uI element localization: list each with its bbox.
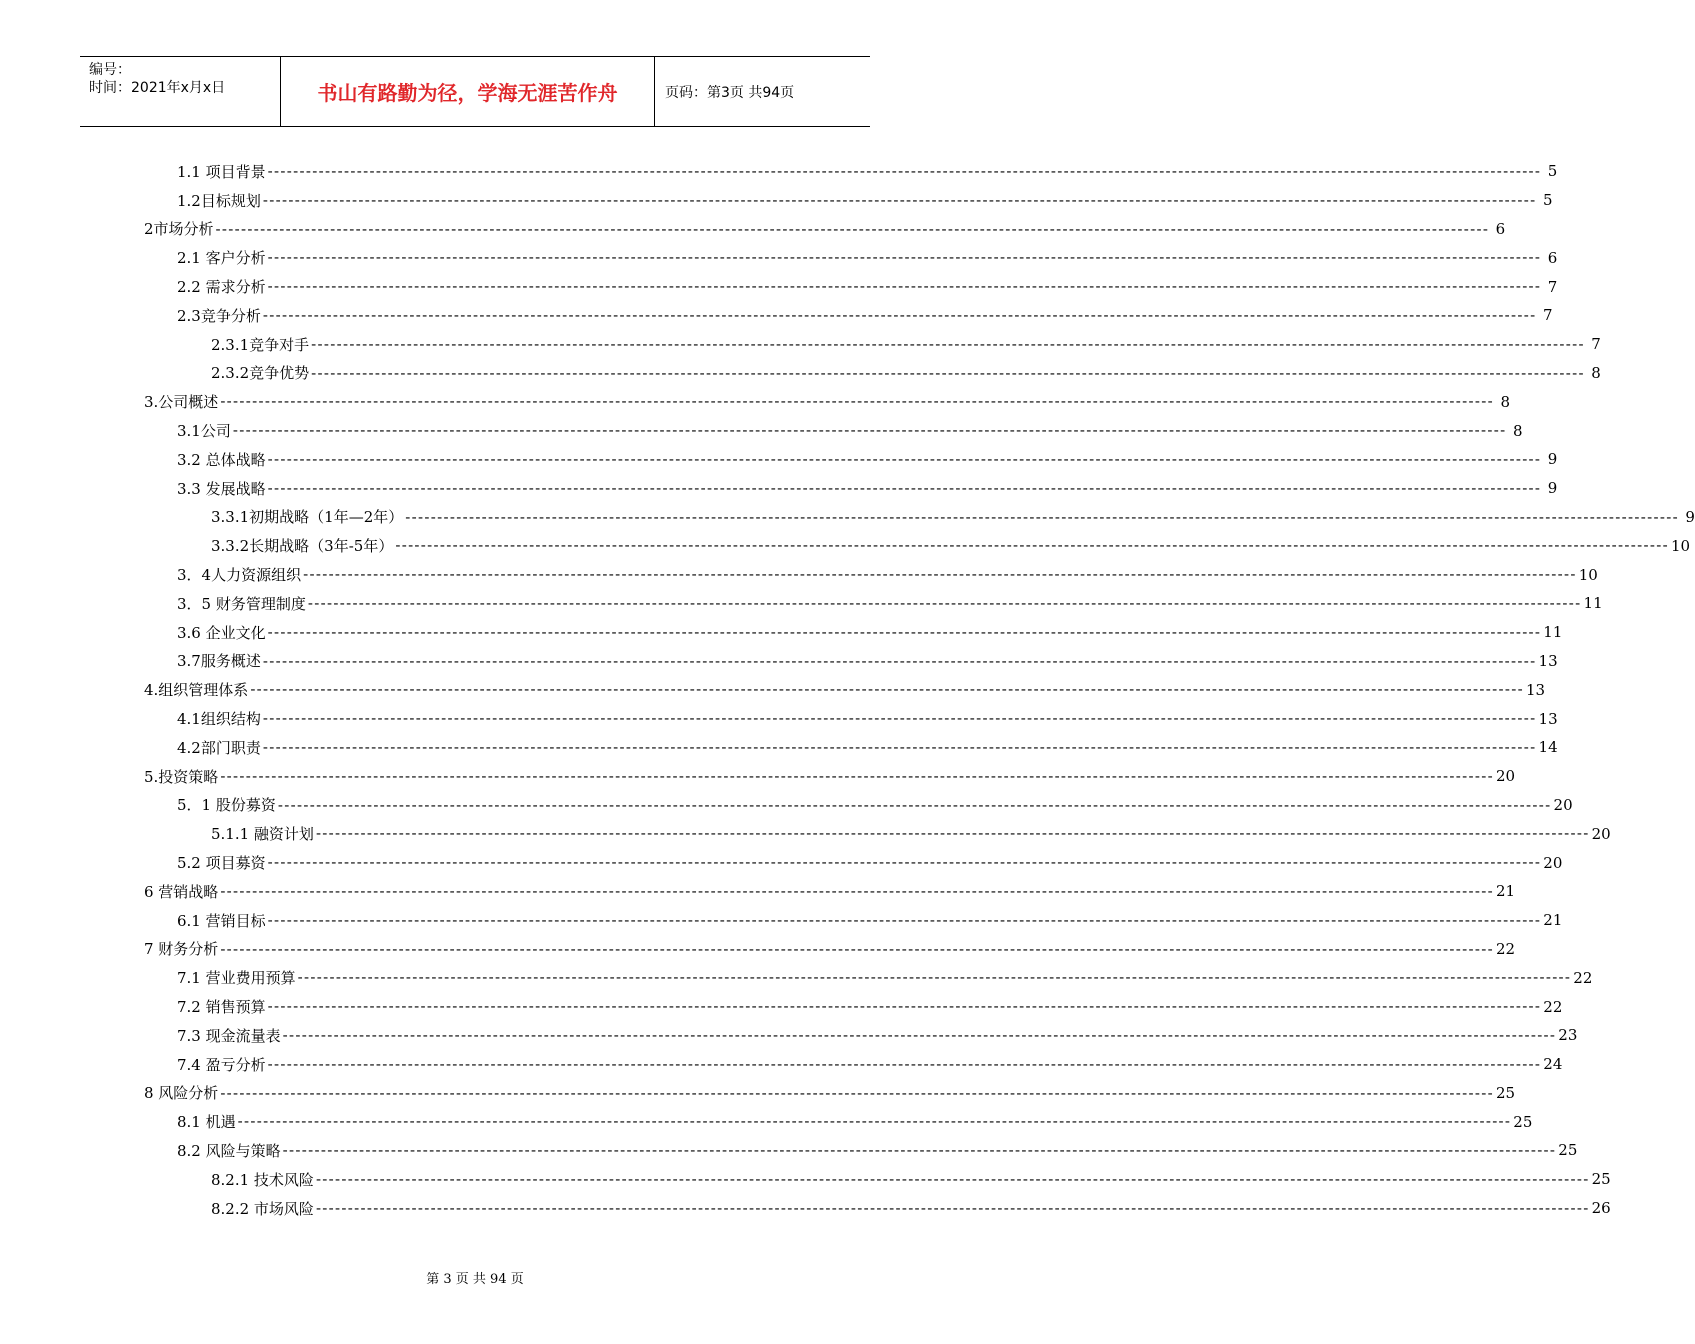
toc-leader-dashes: -------------------------------------------------------------------------------------------------------------------------------------------------------------------------------------------------------- (315, 824, 1590, 843)
toc-entry[interactable] (0, 992, 1563, 1021)
toc-entry-label: 4.1组织结构 (177, 710, 261, 729)
toc-leader-dashes: -------------------------------------------------------------------------------------------------------------------------------------------------------------------------------------------------------- (267, 910, 1542, 929)
toc-entry[interactable] (0, 1107, 1533, 1136)
toc-entry[interactable] (0, 819, 1611, 848)
toc-leader-dashes: -------------------------------------------------------------------------------------------------------------------------------------------------------------------------------------------------------- (282, 1141, 1557, 1160)
toc-entry-label: 7.2 销售预算 (177, 998, 266, 1016)
toc-entry[interactable] (0, 330, 1601, 359)
toc-entry[interactable] (0, 589, 1603, 618)
toc-entry-page-number: 22 (1543, 997, 1563, 1016)
toc-leader-dashes: -------------------------------------------------------------------------------------------------------------------------------------------------------------------------------------------------------- (220, 392, 1494, 411)
toc-entry[interactable] (0, 733, 1558, 762)
toc-entry-page-number: 11 (1583, 594, 1603, 613)
toc-entry[interactable] (0, 1021, 1578, 1050)
toc-entry[interactable] (0, 1194, 1611, 1223)
toc-leader-dashes: -------------------------------------------------------------------------------------------------------------------------------------------------------------------------------------------------------- (262, 190, 1537, 209)
toc-entry[interactable] (0, 560, 1598, 589)
toc-entry-page-number: 23 (1558, 1026, 1578, 1045)
toc-leader-dashes: -------------------------------------------------------------------------------------------------------------------------------------------------------------------------------------------------------- (215, 219, 1490, 238)
toc-entry[interactable] (0, 762, 1516, 791)
header-page-info: 页码：第3页 共94页 (665, 84, 795, 101)
toc-entry-label: 4.2部门职责 (177, 738, 261, 757)
toc-entry-label: 2.1 客户分析 (177, 249, 266, 268)
toc-entry-label: 2.3.2竞争优势 (211, 364, 310, 383)
toc-entry-page-number: 22 (1573, 968, 1593, 987)
toc-leader-dashes: -------------------------------------------------------------------------------------------------------------------------------------------------------------------------------------------------------- (267, 248, 1542, 267)
toc-entry-label: 7.1 营业费用预算 (177, 969, 296, 988)
toc-entry[interactable] (0, 791, 1573, 820)
toc-entry-label: 5.2 项目募资 (177, 854, 266, 873)
toc-entry-page-number: 8 (1500, 392, 1510, 411)
toc-entry-label: 7.3 现金流量表 (177, 1026, 281, 1045)
toc-entry-page-number: 9 (1685, 507, 1695, 526)
toc-leader-dashes: -------------------------------------------------------------------------------------------------------------------------------------------------------------------------------------------------------- (405, 507, 1679, 526)
toc-leader-dashes: -------------------------------------------------------------------------------------------------------------------------------------------------------------------------------------------------------- (220, 1083, 1494, 1102)
toc-entry-page-number: 11 (1543, 623, 1563, 642)
toc-leader-dashes: -------------------------------------------------------------------------------------------------------------------------------------------------------------------------------------------------------- (315, 1169, 1590, 1188)
toc-entry-label: 5．1 股份募资 (177, 796, 276, 815)
toc-entry-label: 2.3竞争分析 (177, 306, 261, 325)
toc-entry-page-number: 7 (1542, 306, 1553, 325)
toc-entry-label: 3.3 发展战略 (177, 479, 266, 498)
toc-entry-page-number: 5 (1547, 162, 1558, 181)
toc-entry-page-number: 20 (1495, 767, 1516, 786)
toc-entry[interactable] (0, 531, 1691, 560)
toc-entry-page-number: 13 (1525, 680, 1546, 699)
toc-entry-label: 6.1 营销目标 (177, 911, 266, 930)
toc-entry-label: 7.4 盈亏分析 (177, 1055, 266, 1074)
toc-leader-dashes: -------------------------------------------------------------------------------------------------------------------------------------------------------------------------------------------------------- (277, 795, 1552, 814)
toc-entry-label: 3.公司概述 (144, 393, 219, 412)
toc-leader-dashes: -------------------------------------------------------------------------------------------------------------------------------------------------------------------------------------------------------- (267, 478, 1542, 497)
toc-entry-page-number: 25 (1495, 1083, 1516, 1102)
toc-entry-page-number: 6 (1495, 219, 1506, 238)
toc-leader-dashes: -------------------------------------------------------------------------------------------------------------------------------------------------------------------------------------------------------- (315, 1198, 1590, 1217)
toc-entry-label: 4.组织管理体系 (144, 681, 249, 700)
toc-entry-label: 3.7服务概述 (177, 652, 261, 671)
toc-entry-page-number: 10 (1671, 536, 1691, 555)
toc-entry-label: 8.1 机遇 (177, 1113, 236, 1132)
toc-entry[interactable] (0, 1136, 1578, 1165)
toc-entry-label: 5.投资策略 (144, 767, 219, 786)
toc-entry[interactable] (0, 359, 1601, 388)
toc-entry-page-number: 9 (1547, 479, 1558, 498)
toc-entry-label: 3．4人力资源组织 (177, 566, 302, 585)
toc-entry-page-number: 8 (1591, 363, 1601, 382)
toc-entry-page-number: 6 (1547, 248, 1558, 267)
toc-leader-dashes: -------------------------------------------------------------------------------------------------------------------------------------------------------------------------------------------------------- (220, 939, 1494, 958)
toc-entry-page-number: 8 (1512, 421, 1523, 440)
toc-leader-dashes: -------------------------------------------------------------------------------------------------------------------------------------------------------------------------------------------------------- (220, 766, 1494, 785)
toc-entry-label: 2.3.1竞争对手 (211, 335, 310, 354)
toc-entry-page-number: 10 (1578, 565, 1598, 584)
document-time-label: 时间：2021年x月x日 (89, 80, 226, 96)
toc-entry-label: 1.2目标规划 (177, 191, 261, 210)
table-of-contents (0, 157, 1695, 1222)
toc-entry-page-number: 21 (1543, 911, 1563, 930)
toc-leader-dashes: -------------------------------------------------------------------------------------------------------------------------------------------------------------------------------------------------------- (303, 565, 1577, 584)
header-motto: 书山有路勤为径，学海无涯苦作舟 (281, 57, 655, 126)
toc-entry-label: 3．5 财务管理制度 (177, 594, 306, 613)
toc-entry-label: 3.3.2长期战略（3年-5年） (211, 537, 394, 556)
toc-entry[interactable] (0, 618, 1563, 647)
toc-entry-label: 7 财务分析 (144, 940, 219, 959)
toc-entry-label: 5.1.1 融资计划 (211, 825, 314, 844)
toc-entry-page-number: 13 (1538, 651, 1558, 670)
toc-entry-page-number: 7 (1547, 277, 1558, 296)
toc-leader-dashes: -------------------------------------------------------------------------------------------------------------------------------------------------------------------------------------------------------- (250, 680, 1524, 699)
toc-entry-label: 2.2 需求分析 (177, 278, 266, 297)
toc-leader-dashes: -------------------------------------------------------------------------------------------------------------------------------------------------------------------------------------------------------- (262, 305, 1537, 324)
toc-entry-label: 2市场分析 (144, 220, 214, 239)
toc-entry[interactable] (0, 416, 1523, 445)
toc-entry-page-number: 22 (1495, 939, 1516, 958)
toc-entry-label: 8.2 风险与策略 (177, 1141, 281, 1160)
toc-entry[interactable] (0, 301, 1553, 330)
toc-entry[interactable] (0, 387, 1510, 416)
toc-leader-dashes: -------------------------------------------------------------------------------------------------------------------------------------------------------------------------------------------------------- (307, 593, 1582, 612)
toc-leader-dashes: -------------------------------------------------------------------------------------------------------------------------------------------------------------------------------------------------------- (220, 881, 1494, 900)
toc-leader-dashes: -------------------------------------------------------------------------------------------------------------------------------------------------------------------------------------------------------- (267, 853, 1542, 872)
toc-leader-dashes: -------------------------------------------------------------------------------------------------------------------------------------------------------------------------------------------------------- (267, 162, 1542, 180)
toc-entry[interactable] (0, 963, 1593, 992)
toc-entry-label: 8.2.2 市场风险 (211, 1199, 314, 1218)
toc-entry-page-number: 26 (1591, 1199, 1611, 1218)
toc-leader-dashes: -------------------------------------------------------------------------------------------------------------------------------------------------------------------------------------------------------- (232, 421, 1507, 440)
toc-entry-label: 3.3.1初期战略（1年—2年） (211, 508, 404, 527)
toc-entry-page-number: 14 (1538, 738, 1558, 757)
toc-leader-dashes: -------------------------------------------------------------------------------------------------------------------------------------------------------------------------------------------------------- (267, 277, 1542, 296)
toc-entry[interactable] (0, 675, 1546, 704)
toc-entry-page-number: 25 (1513, 1112, 1533, 1131)
header-meta (80, 57, 281, 126)
document-header (80, 56, 870, 127)
toc-entry[interactable] (0, 848, 1563, 877)
toc-leader-dashes: -------------------------------------------------------------------------------------------------------------------------------------------------------------------------------------------------------- (311, 334, 1585, 353)
toc-entry-page-number: 25 (1591, 1170, 1611, 1189)
toc-leader-dashes: -------------------------------------------------------------------------------------------------------------------------------------------------------------------------------------------------------- (262, 709, 1537, 728)
toc-entry[interactable] (0, 1079, 1516, 1108)
toc-entry[interactable] (0, 243, 1558, 272)
toc-entry-page-number: 20 (1591, 824, 1611, 843)
toc-entry[interactable] (0, 157, 1558, 186)
toc-entry[interactable] (0, 445, 1558, 474)
toc-entry[interactable] (0, 935, 1516, 964)
toc-leader-dashes: -------------------------------------------------------------------------------------------------------------------------------------------------------------------------------------------------------- (267, 449, 1542, 468)
toc-entry-page-number: 20 (1543, 853, 1563, 872)
toc-entry[interactable] (0, 877, 1516, 906)
toc-leader-dashes: -------------------------------------------------------------------------------------------------------------------------------------------------------------------------------------------------------- (267, 1054, 1542, 1073)
toc-entry[interactable] (0, 503, 1695, 532)
document-number-label: 编号： (89, 62, 131, 78)
toc-entry-label: 6 营销战略 (144, 882, 219, 901)
toc-entry-page-number: 5 (1542, 191, 1553, 210)
toc-entry-label: 3.1公司 (177, 422, 231, 441)
toc-entry[interactable] (0, 186, 1553, 215)
toc-entry-page-number: 24 (1543, 1055, 1563, 1074)
toc-entry[interactable] (0, 906, 1563, 935)
toc-leader-dashes: -------------------------------------------------------------------------------------------------------------------------------------------------------------------------------------------------------- (267, 997, 1542, 1016)
toc-entry-label: 3.2 总体战略 (177, 450, 266, 469)
toc-leader-dashes: -------------------------------------------------------------------------------------------------------------------------------------------------------------------------------------------------------- (267, 622, 1542, 641)
toc-leader-dashes: -------------------------------------------------------------------------------------------------------------------------------------------------------------------------------------------------------- (262, 651, 1537, 670)
toc-leader-dashes: -------------------------------------------------------------------------------------------------------------------------------------------------------------------------------------------------------- (395, 536, 1669, 555)
toc-entry[interactable] (0, 1165, 1611, 1194)
toc-entry[interactable] (0, 474, 1558, 503)
toc-entry[interactable] (0, 272, 1558, 301)
toc-entry-label: 8.2.1 技术风险 (211, 1170, 314, 1189)
toc-entry[interactable] (0, 1050, 1563, 1079)
toc-leader-dashes: -------------------------------------------------------------------------------------------------------------------------------------------------------------------------------------------------------- (311, 363, 1585, 382)
toc-entry[interactable] (0, 215, 1506, 244)
toc-entry-page-number: 9 (1547, 450, 1558, 469)
toc-leader-dashes: -------------------------------------------------------------------------------------------------------------------------------------------------------------------------------------------------------- (262, 737, 1537, 756)
toc-entry-page-number: 7 (1591, 335, 1601, 354)
toc-entry[interactable] (0, 647, 1558, 676)
toc-leader-dashes: -------------------------------------------------------------------------------------------------------------------------------------------------------------------------------------------------------- (282, 1025, 1557, 1044)
toc-entry-label: 8 风险分析 (144, 1084, 219, 1103)
toc-entry-label: 1.1 项目背景 (177, 162, 266, 181)
toc-leader-dashes: -------------------------------------------------------------------------------------------------------------------------------------------------------------------------------------------------------- (237, 1112, 1512, 1131)
toc-entry-label: 3.6 企业文化 (177, 623, 266, 642)
toc-entry-page-number: 13 (1538, 709, 1558, 728)
toc-entry[interactable] (0, 704, 1558, 733)
toc-entry-page-number: 21 (1495, 882, 1516, 901)
toc-entry-page-number: 20 (1553, 795, 1573, 814)
page-footer: 第 3 页 共 94 页 (426, 1272, 524, 1287)
toc-leader-dashes: -------------------------------------------------------------------------------------------------------------------------------------------------------------------------------------------------------- (297, 968, 1572, 987)
toc-entry-page-number: 25 (1558, 1141, 1578, 1160)
